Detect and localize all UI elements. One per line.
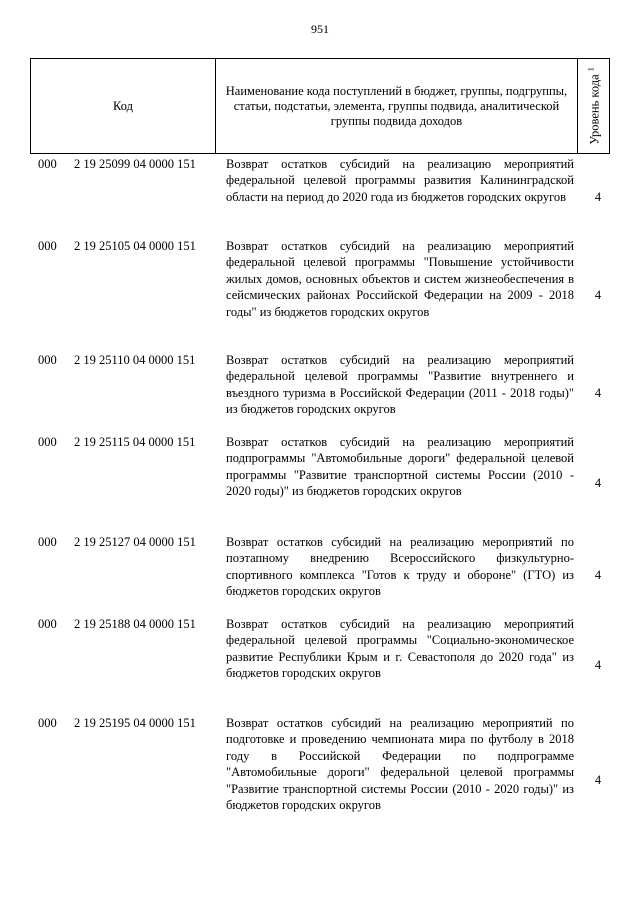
row-description: Возврат остатков субсидий на реализацию мероприятий федеральной целевой программы "Повышение устойчивости жилых домов, основных объектов и систем жизнеобеспечения в сейсмических районах Российской Федерации на 2009 - 2018 годы" из бюджетов городских округов [226,239,574,319]
admin-code: 000 [38,617,57,631]
budget-code: 2 19 25115 04 0000 151 [74,435,196,449]
row-level: 4 [594,386,602,400]
header-code: Код [31,59,216,154]
budget-code: 2 19 25127 04 0000 151 [74,535,196,549]
budget-code: 2 19 25195 04 0000 151 [74,716,196,730]
row-level: 4 [594,288,602,302]
row-description: Возврат остатков субсидий на реализацию мероприятий подпрограммы "Автомобильные дороги" федеральной целевой программы "Развитие транспортной системы России (2010 - 2020 годы)" из бюджетов городских округов [226,435,574,499]
row-level: 4 [594,658,602,672]
admin-code: 000 [38,435,57,449]
row-level: 4 [594,476,602,490]
budget-code: 2 19 25099 04 0000 151 [74,157,196,171]
admin-code: 000 [38,353,57,367]
admin-code: 000 [38,239,57,253]
header-level-footnote: 1 [586,67,596,72]
row-description: Возврат остатков субсидий на реализацию мероприятий федеральной целевой программы "Развитие внутреннего и въездного туризма в Российской Федерации (2011 - 2018 годы)" из бюджетов городских округов [226,353,574,417]
budget-code: 2 19 25110 04 0000 151 [74,353,196,367]
row-level: 4 [594,568,602,582]
row-description: Возврат остатков субсидий на реализацию мероприятий по подготовке и проведению чемпионата мира по футболу в 2018 году в Российской Федерации по подпрограмме "Автомобильные дороги" федеральной целевой программы "Развитие транспортной системы России (2010 - 2020 годы)" из бюджетов городских округов [226,716,574,813]
budget-code: 2 19 25105 04 0000 151 [74,239,196,253]
row-level: 4 [594,773,602,787]
row-description: Возврат остатков субсидий на реализацию мероприятий федеральной целевой программы "Социально-экономическое развитие Республики Крым и г. Севастополя до 2020 года" из бюджетов городских округов [226,617,574,681]
header-level [577,59,609,154]
admin-code: 000 [38,157,57,171]
header-name: Наименование кода поступлений в бюджет, группы, подгруппы, статьи, подстатьи, элемента, группы подвида, аналитической группы подвида доходов [216,59,578,154]
row-description: Возврат остатков субсидий на реализацию мероприятий по поэтапному внедрению Всероссийского физкультурно-спортивного комплекса "Готов к труду и обороне" (ГТО) из бюджетов городских округов [226,535,574,599]
admin-code: 000 [38,535,57,549]
table-header [30,58,610,154]
row-description: Возврат остатков субсидий на реализацию мероприятий федеральной целевой программы развития Калининградской области на период до 2020 года из бюджетов городских округов [226,157,574,204]
row-level: 4 [594,190,602,204]
page-number: 951 [311,22,329,36]
header-level-label: Уровень кода [588,74,603,145]
admin-code: 000 [38,716,57,730]
budget-code: 2 19 25188 04 0000 151 [74,617,196,631]
